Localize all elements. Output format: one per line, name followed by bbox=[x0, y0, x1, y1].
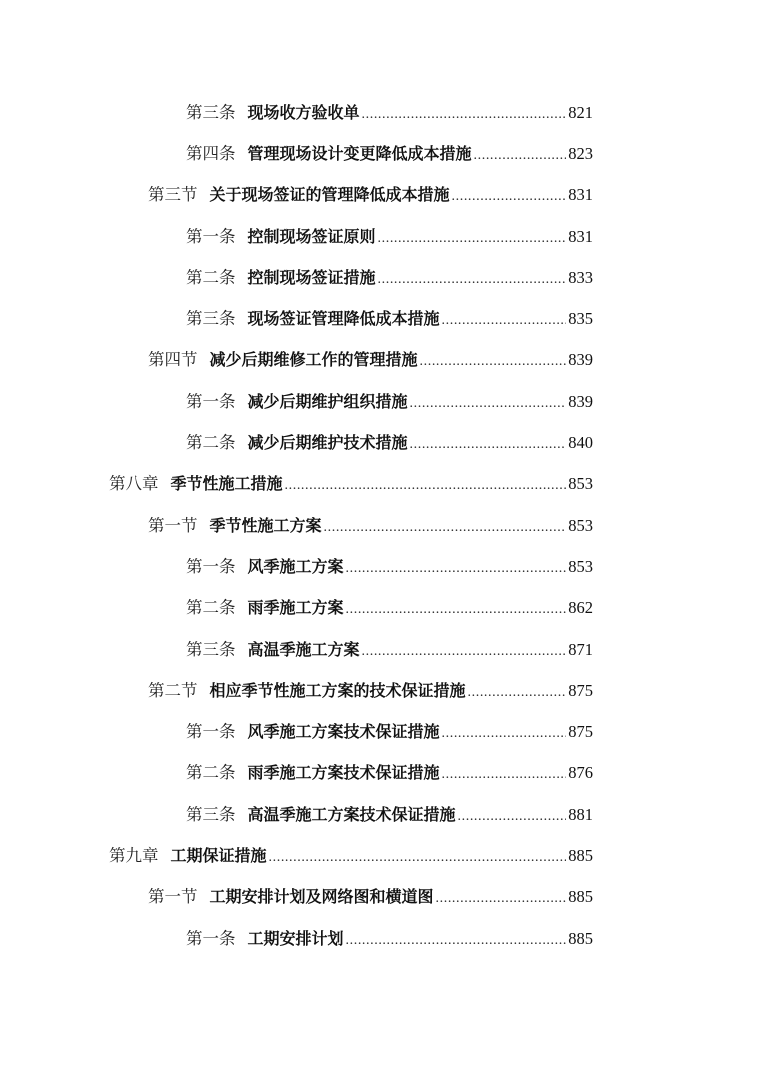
toc-entry-section[interactable] bbox=[0, 503, 761, 544]
toc-entry-line bbox=[186, 759, 593, 783]
dot-leader bbox=[378, 231, 567, 247]
toc-entry-article[interactable] bbox=[0, 544, 761, 585]
toc-entry-line bbox=[148, 883, 593, 907]
toc-entry-page-number: 885 bbox=[568, 887, 593, 907]
toc-entry-title: 减少后期维护技术措施 bbox=[247, 433, 408, 453]
toc-entry-title: 季节性施工措施 bbox=[170, 474, 283, 494]
toc-entry-article[interactable] bbox=[0, 792, 761, 833]
toc-entry-line bbox=[186, 553, 593, 577]
toc-entry-page-number: 839 bbox=[568, 350, 593, 370]
toc-entry-page-number: 853 bbox=[568, 515, 593, 535]
toc-entry-number: 第八章 bbox=[109, 474, 159, 494]
toc-entry-page-number: 885 bbox=[568, 845, 593, 865]
toc-entry-number: 第二条 bbox=[186, 598, 236, 618]
toc-entry-number: 第二条 bbox=[186, 763, 236, 783]
dot-leader bbox=[410, 396, 567, 412]
dot-leader bbox=[458, 809, 567, 825]
toc-entry-line bbox=[148, 512, 593, 536]
toc-entry-number: 第一节 bbox=[148, 515, 198, 535]
toc-entry-page-number: 885 bbox=[568, 928, 593, 948]
toc-entry-line bbox=[186, 264, 593, 288]
toc-entry-line bbox=[186, 140, 593, 164]
toc-entry-page-number: 821 bbox=[568, 102, 593, 122]
toc-entry-title: 风季施工方案 bbox=[247, 556, 344, 576]
toc-entry-number: 第三条 bbox=[186, 639, 236, 659]
toc-entry-title: 控制现场签证原则 bbox=[247, 226, 376, 246]
toc-entry-number: 第二条 bbox=[186, 433, 236, 453]
toc-entry-line bbox=[186, 594, 593, 618]
toc-entry-line bbox=[186, 801, 593, 825]
toc-entry-title: 相应季节性施工方案的技术保证措施 bbox=[209, 680, 466, 700]
toc-entry-section[interactable] bbox=[0, 173, 761, 214]
toc-entry-line bbox=[186, 99, 593, 123]
toc-entry-title: 减少后期维修工作的管理措施 bbox=[209, 350, 418, 370]
toc-entry-title: 高温季施工方案 bbox=[247, 639, 360, 659]
dot-leader bbox=[324, 520, 567, 536]
toc-entry-title: 现场签证管理降低成本措施 bbox=[247, 309, 440, 329]
toc-entry-number: 第三条 bbox=[186, 804, 236, 824]
toc-entry-line bbox=[148, 346, 593, 370]
dot-leader bbox=[442, 313, 567, 329]
toc-entry-title: 工期安排计划 bbox=[247, 928, 344, 948]
toc-entry-number: 第三条 bbox=[186, 309, 236, 329]
toc-entry-page-number: 853 bbox=[568, 474, 593, 494]
toc-entry-chapter[interactable] bbox=[0, 462, 761, 503]
toc-entry-number: 第四条 bbox=[186, 143, 236, 163]
toc-entry-title: 雨季施工方案技术保证措施 bbox=[247, 763, 440, 783]
toc-entry-article[interactable] bbox=[0, 214, 761, 255]
toc-entry-line bbox=[186, 223, 593, 247]
toc-entry-title: 风季施工方案技术保证措施 bbox=[247, 722, 440, 742]
toc-entry-article[interactable] bbox=[0, 586, 761, 627]
dot-leader bbox=[285, 478, 567, 494]
toc-entry-article[interactable] bbox=[0, 90, 761, 131]
toc-entry-page-number: 840 bbox=[568, 433, 593, 453]
toc-entry-title: 工期安排计划及网络图和横道图 bbox=[209, 887, 434, 907]
table-of-contents bbox=[0, 90, 761, 957]
dot-leader bbox=[346, 933, 567, 949]
dot-leader bbox=[346, 602, 567, 618]
toc-entry-title: 工期保证措施 bbox=[170, 845, 267, 865]
toc-entry-title: 关于现场签证的管理降低成本措施 bbox=[209, 185, 450, 205]
toc-entry-page-number: 835 bbox=[568, 309, 593, 329]
toc-entry-number: 第二节 bbox=[148, 680, 198, 700]
dot-leader bbox=[436, 891, 567, 907]
toc-entry-article[interactable] bbox=[0, 420, 761, 461]
dot-leader bbox=[468, 685, 567, 701]
toc-entry-section[interactable] bbox=[0, 668, 761, 709]
toc-entry-line bbox=[186, 718, 593, 742]
toc-entry-article[interactable] bbox=[0, 379, 761, 420]
toc-entry-title: 管理现场设计变更降低成本措施 bbox=[247, 143, 472, 163]
toc-entry-number: 第一条 bbox=[186, 928, 236, 948]
toc-entry-line bbox=[148, 181, 593, 205]
toc-entry-number: 第一条 bbox=[186, 556, 236, 576]
toc-entry-title: 高温季施工方案技术保证措施 bbox=[247, 804, 456, 824]
toc-entry-page-number: 876 bbox=[568, 763, 593, 783]
dot-leader bbox=[474, 148, 567, 164]
toc-entry-article[interactable] bbox=[0, 751, 761, 792]
toc-entry-line bbox=[186, 429, 593, 453]
dot-leader bbox=[452, 189, 567, 205]
dot-leader bbox=[442, 726, 567, 742]
toc-entry-number: 第三条 bbox=[186, 102, 236, 122]
dot-leader bbox=[420, 354, 567, 370]
toc-entry-chapter[interactable] bbox=[0, 833, 761, 874]
dot-leader bbox=[362, 107, 567, 123]
toc-entry-article[interactable] bbox=[0, 709, 761, 750]
toc-entry-line bbox=[186, 305, 593, 329]
toc-entry-page-number: 862 bbox=[568, 598, 593, 618]
toc-entry-article[interactable] bbox=[0, 627, 761, 668]
toc-entry-page-number: 881 bbox=[568, 804, 593, 824]
toc-entry-number: 第四节 bbox=[148, 350, 198, 370]
toc-entry-page-number: 875 bbox=[568, 680, 593, 700]
toc-entry-number: 第一条 bbox=[186, 226, 236, 246]
dot-leader bbox=[410, 437, 567, 453]
toc-entry-page-number: 875 bbox=[568, 722, 593, 742]
toc-entry-article[interactable] bbox=[0, 131, 761, 172]
toc-entry-page-number: 839 bbox=[568, 391, 593, 411]
toc-entry-article[interactable] bbox=[0, 916, 761, 957]
toc-entry-page-number: 831 bbox=[568, 185, 593, 205]
toc-entry-title: 控制现场签证措施 bbox=[247, 267, 376, 287]
toc-entry-line bbox=[186, 636, 593, 660]
toc-entry-section[interactable] bbox=[0, 338, 761, 379]
toc-entry-number: 第一节 bbox=[148, 887, 198, 907]
toc-entry-page-number: 871 bbox=[568, 639, 593, 659]
toc-entry-page-number: 831 bbox=[568, 226, 593, 246]
toc-entry-title: 减少后期维护组织措施 bbox=[247, 391, 408, 411]
toc-entry-line bbox=[109, 842, 593, 866]
toc-entry-article[interactable] bbox=[0, 255, 761, 296]
toc-entry-title: 季节性施工方案 bbox=[209, 515, 322, 535]
toc-entry-line bbox=[186, 388, 593, 412]
toc-entry-number: 第一条 bbox=[186, 722, 236, 742]
toc-entry-number: 第九章 bbox=[109, 845, 159, 865]
toc-entry-title: 现场收方验收单 bbox=[247, 102, 360, 122]
toc-entry-title: 雨季施工方案 bbox=[247, 598, 344, 618]
toc-entry-number: 第三节 bbox=[148, 185, 198, 205]
toc-entry-page-number: 853 bbox=[568, 556, 593, 576]
toc-entry-line bbox=[148, 677, 593, 701]
toc-entry-section[interactable] bbox=[0, 875, 761, 916]
dot-leader bbox=[378, 272, 567, 288]
dot-leader bbox=[442, 767, 567, 783]
toc-entry-page-number: 823 bbox=[568, 143, 593, 163]
dot-leader bbox=[362, 644, 567, 660]
toc-entry-line bbox=[109, 470, 593, 494]
toc-entry-number: 第一条 bbox=[186, 391, 236, 411]
toc-entry-number: 第二条 bbox=[186, 267, 236, 287]
toc-entry-article[interactable] bbox=[0, 296, 761, 337]
toc-entry-page-number: 833 bbox=[568, 267, 593, 287]
dot-leader bbox=[346, 561, 567, 577]
toc-entry-line bbox=[186, 925, 593, 949]
dot-leader bbox=[269, 850, 567, 866]
